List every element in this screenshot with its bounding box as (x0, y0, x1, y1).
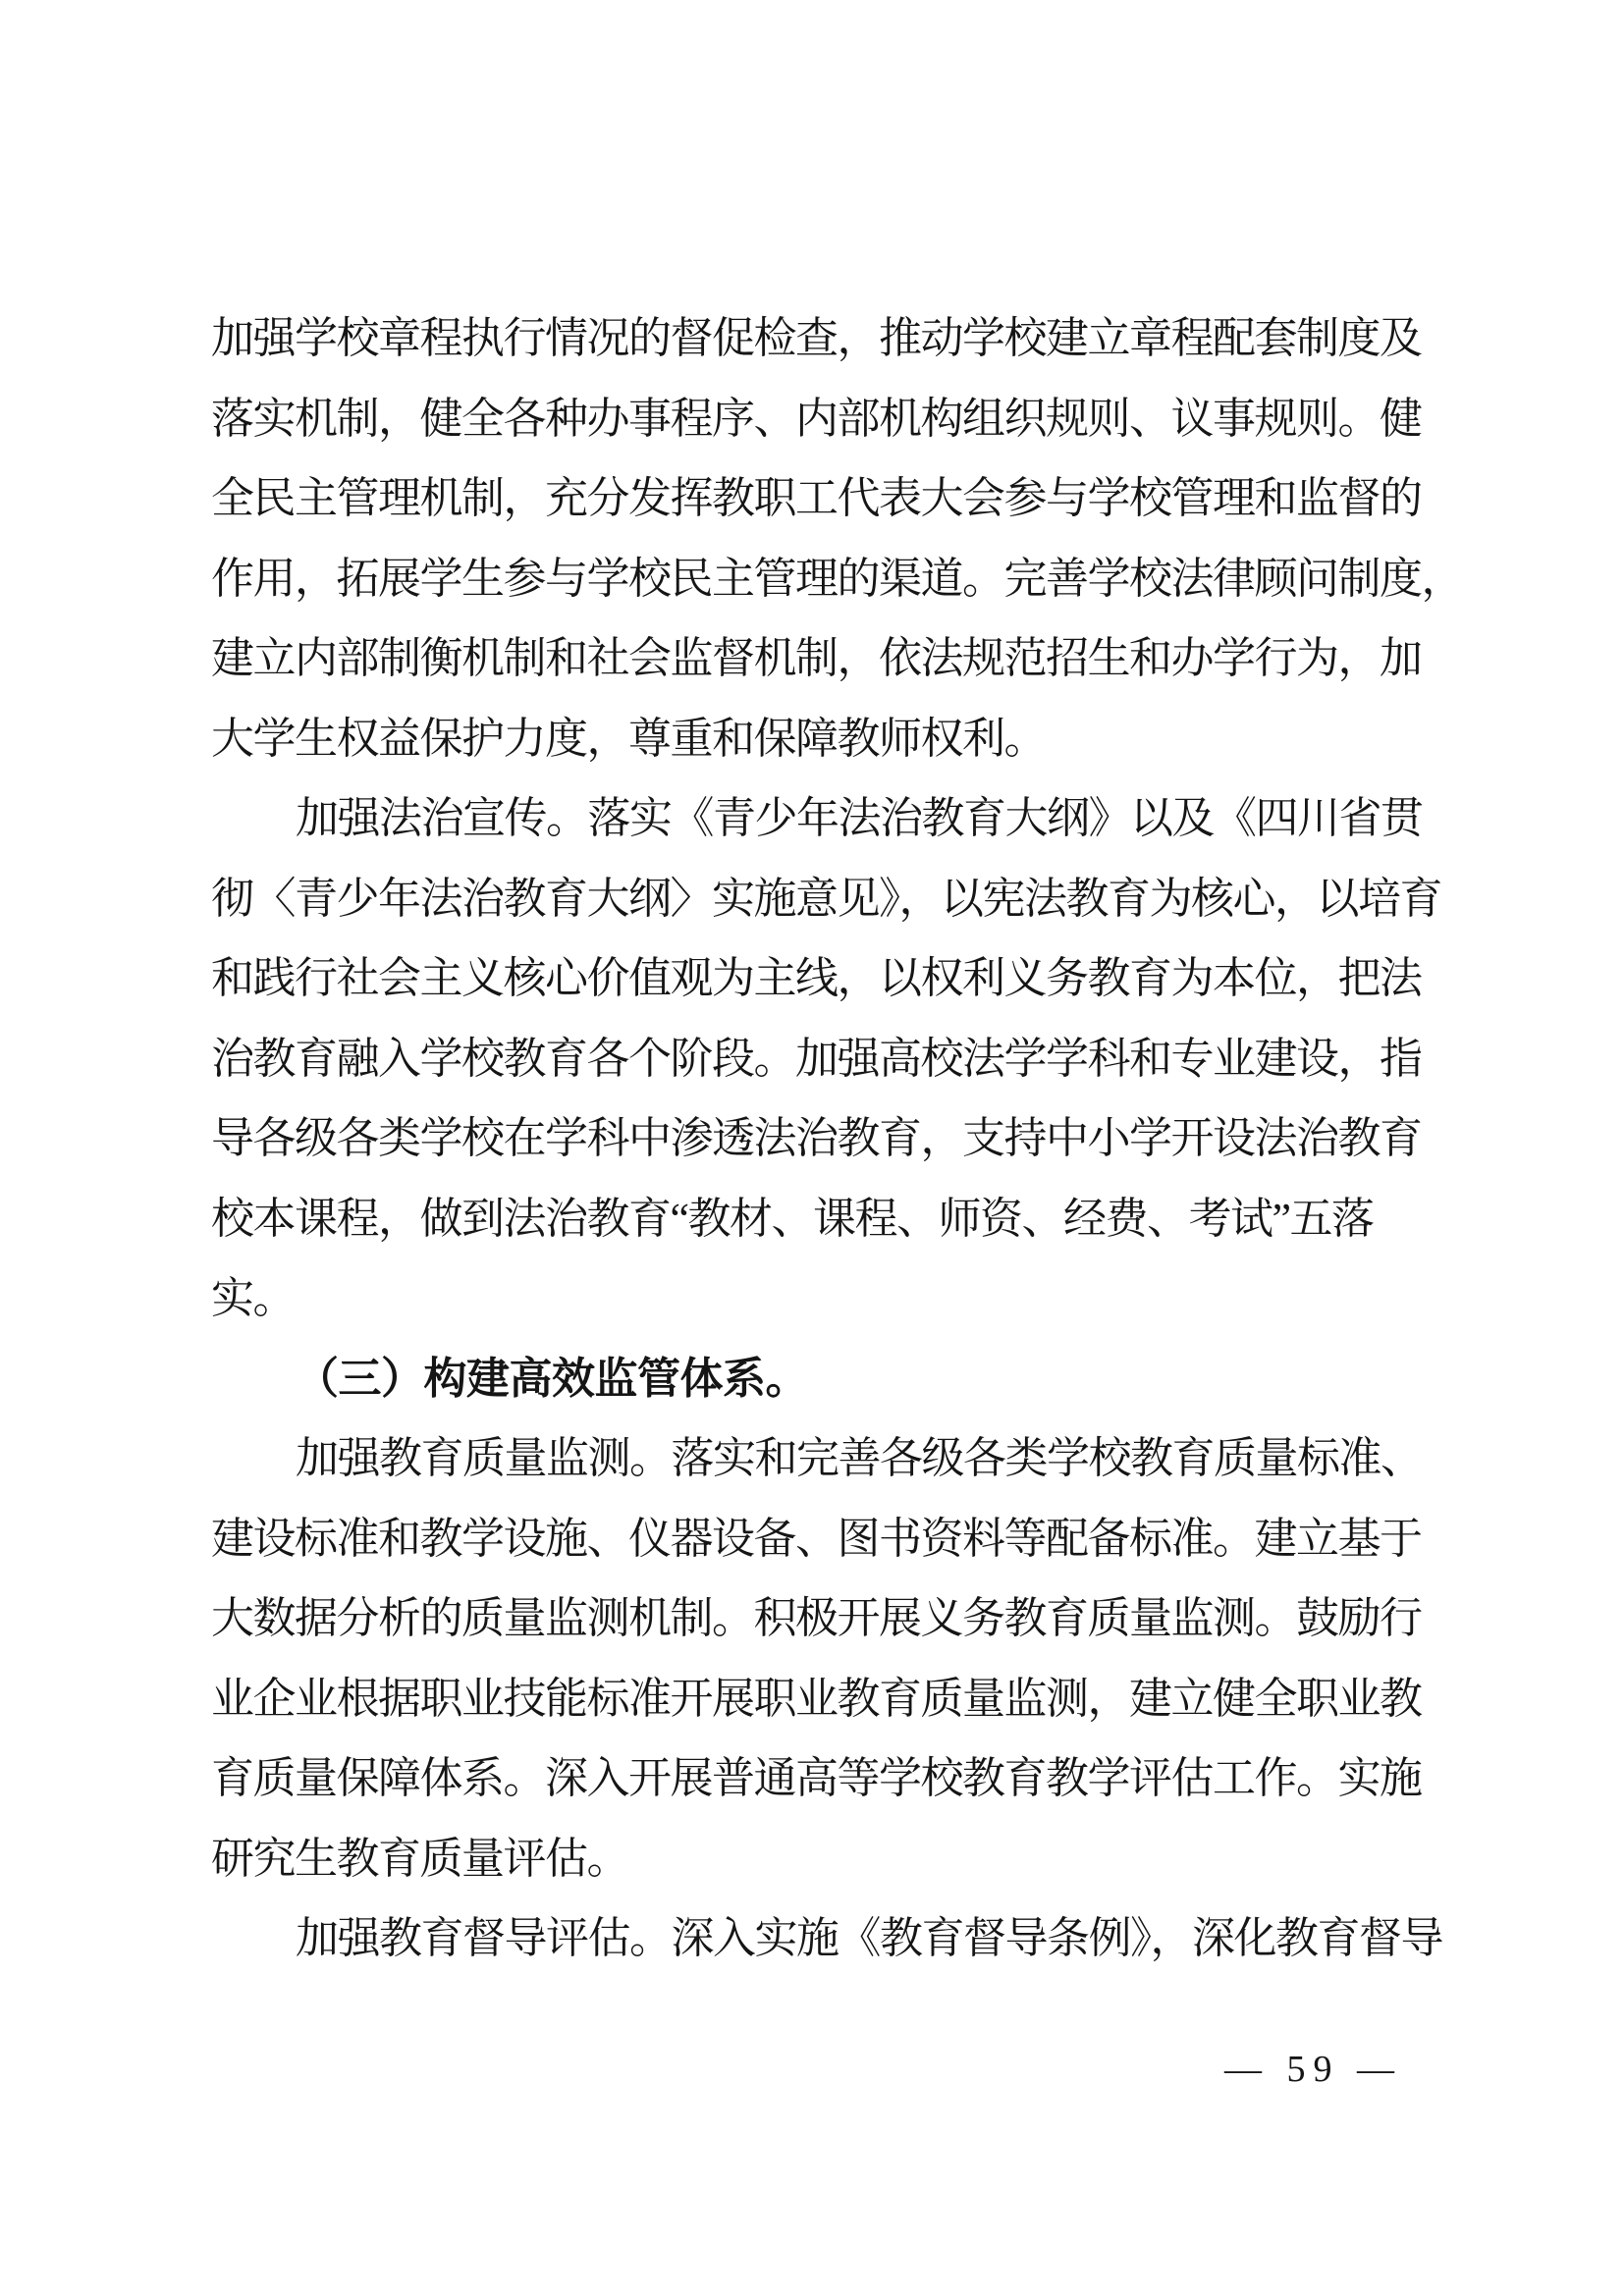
text-line: 导各级各类学校在学科中渗透法治教育，支持中小学开设法治教育 (211, 1114, 1422, 1162)
text-line: 研究生教育质量评估。 (211, 1834, 628, 1883)
text-line: 业企业根据职业技能标准开展职业教育质量监测，建立健全职业教 (211, 1674, 1422, 1723)
text-line: 加强教育督导评估。深入实施《教育督导条例》，深化教育督导 (296, 1914, 1442, 1962)
text-line: 作用，拓展学生参与学校民主管理的渠道。完善学校法律顾问制度， (211, 554, 1463, 603)
text-line: 加强学校章程执行情况的督促检查，推动学校建立章程配套制度及 (211, 314, 1422, 362)
text-line: 彻〈青少年法治教育大纲〉实施意见》，以宪法教育为核心，以培育 (211, 874, 1441, 923)
text-line: 建立内部制衡机制和社会监督机制，依法规范招生和办学行为，加 (211, 634, 1422, 682)
text-line: 大学生权益保护力度，尊重和保障教师权利。 (211, 714, 1046, 763)
text-line: 建设标准和教学设施、仪器设备、图书资料等配备标准。建立基于 (211, 1514, 1422, 1563)
text-line: 校本课程，做到法治教育“教材、课程、师资、经费、考试”五落 (211, 1194, 1374, 1243)
text-line: 加强法治宣传。落实《青少年法治教育大纲》以及《四川省贯 (296, 794, 1423, 842)
document-body (211, 298, 1463, 1979)
text-line: 加强教育质量监测。落实和完善各级各类学校教育质量标准、 (296, 1434, 1423, 1482)
text-line: 育质量保障体系。深入开展普通高等学校教育教学评估工作。实施 (211, 1754, 1422, 1802)
text-line: 实。 (211, 1274, 295, 1322)
text-line: 大数据分析的质量监测机制。积极开展义务教育质量监测。鼓励行 (211, 1594, 1422, 1642)
text-line: 全民主管理机制，充分发挥教职工代表大会参与学校管理和监督的 (211, 474, 1422, 522)
page-number: — 59 — (1224, 2049, 1402, 2090)
text-line: 和践行社会主义核心价值观为主线，以权利义务教育为本位，把法 (211, 954, 1422, 1002)
section-heading-line: （三）构建高效监管体系。 (296, 1354, 808, 1403)
text-line: 治教育融入学校教育各个阶段。加强高校法学学科和专业建设，指 (211, 1034, 1422, 1083)
text-line: 落实机制，健全各种办事程序、内部机构组织规则、议事规则。健 (211, 394, 1422, 443)
